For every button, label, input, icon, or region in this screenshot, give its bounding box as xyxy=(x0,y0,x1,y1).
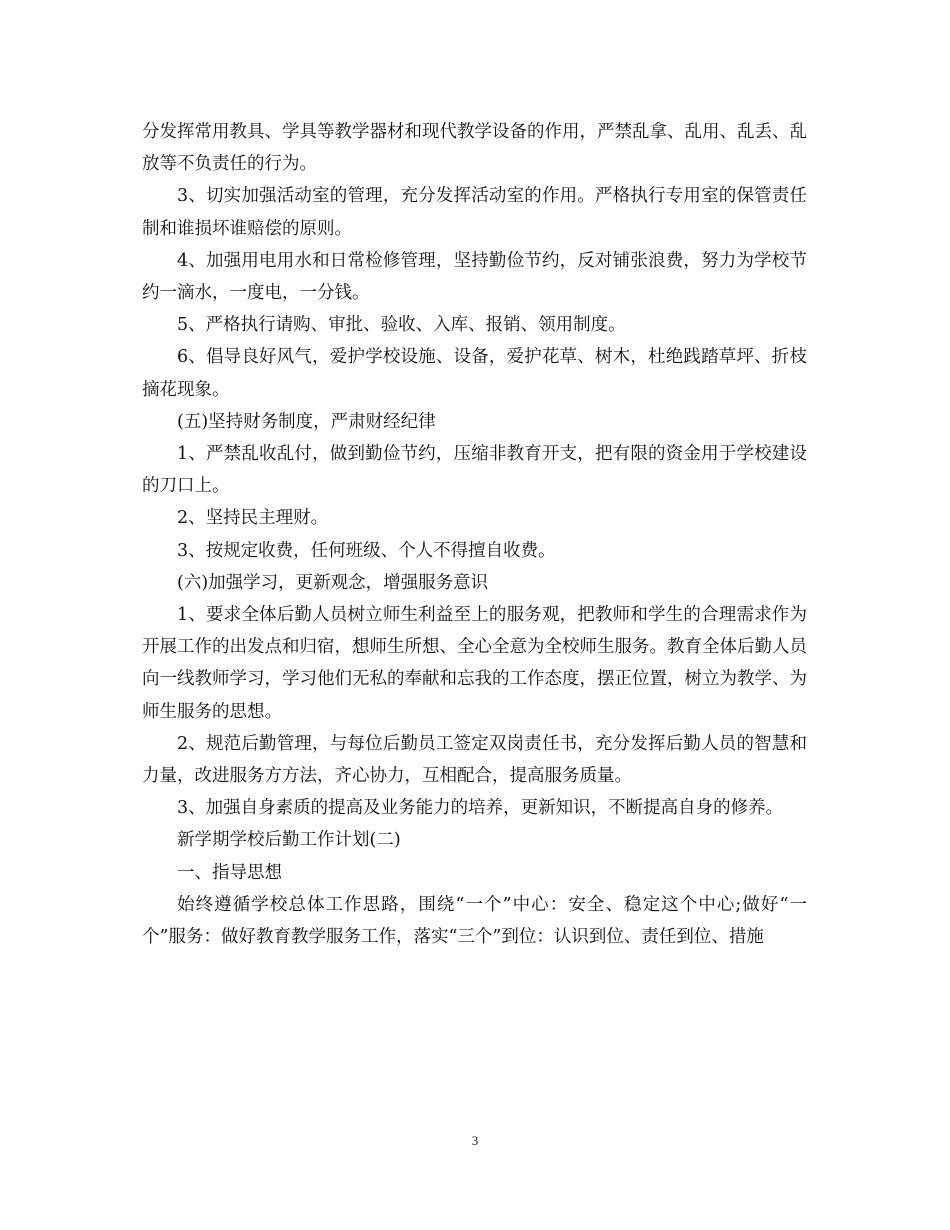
page-number: 3 xyxy=(471,1133,479,1148)
paragraph: 始终遵循学校总体工作思路，围绕“一个”中心：安全、稳定这个中心;做好“一个”服务：做好教育教学服务工作，落实“三个”到位：认识到位、责任到位、措施 xyxy=(142,894,807,948)
document-title: 新学期学校后勤工作计划(二) xyxy=(177,830,401,851)
section-heading: (六)加强学习，更新观念，增强服务意识 xyxy=(177,572,489,593)
document-body xyxy=(142,116,807,953)
paragraph: 6、倡导良好风气，爱护学校设施、设备，爱护花草、树木，杜绝践踏草坪、折枝摘花现象。 xyxy=(142,347,807,400)
paragraph: 1、严禁乱收乱付，做到勤俭节约，压缩非教育开支，把有限的资金用于学校建设的刀口上。 xyxy=(142,444,807,497)
section-heading: (五)坚持财务制度，严肃财经纪律 xyxy=(177,411,436,432)
section-heading: 一、指导思想 xyxy=(177,862,282,883)
paragraph: 3、加强自身素质的提高及业务能力的培养，更新知识，不断提高自身的修养。 xyxy=(177,798,784,819)
paragraph: 5、严格执行请购、审批、验收、入库、报销、领用制度。 xyxy=(177,315,626,336)
paragraph: 4、加强用电用水和日常检修管理，坚持勤俭节约，反对铺张浪费，努力为学校节约一滴水，一度电，一分钱。 xyxy=(142,250,807,304)
paragraph: 1、要求全体后勤人员树立师生利益至上的服务观，把教师和学生的合理需求作为开展工作的出发点和归宿，想师生所想、全心全意为全校师生服务。教育全体后勤人员向一线教师学习，学习他们无私的奉献和忘我的工作态度，摆正位置，树立为教学、为师生服务的思想。 xyxy=(142,605,807,722)
paragraph: 3、切实加强活动室的管理，充分发挥活动室的作用。严格执行专用室的保管责任制和谁损坏谁赔偿的原则。 xyxy=(142,186,807,239)
paragraph: 分发挥常用教具、学具等教学器材和现代教学设备的作用，严禁乱拿、乱用、乱丢、乱放等不负责任的行为。 xyxy=(142,122,807,175)
paragraph: 2、规范后勤管理，与每位后勤员工签定双岗责任书，充分发挥后勤人员的智慧和力量，改进服务方方法，齐心协力，互相配合，提高服务质量。 xyxy=(142,733,807,787)
paragraph: 3、按规定收费，任何班级、个人不得擅自收费。 xyxy=(177,540,556,561)
paragraph: 2、坚持民主理财。 xyxy=(177,508,329,529)
